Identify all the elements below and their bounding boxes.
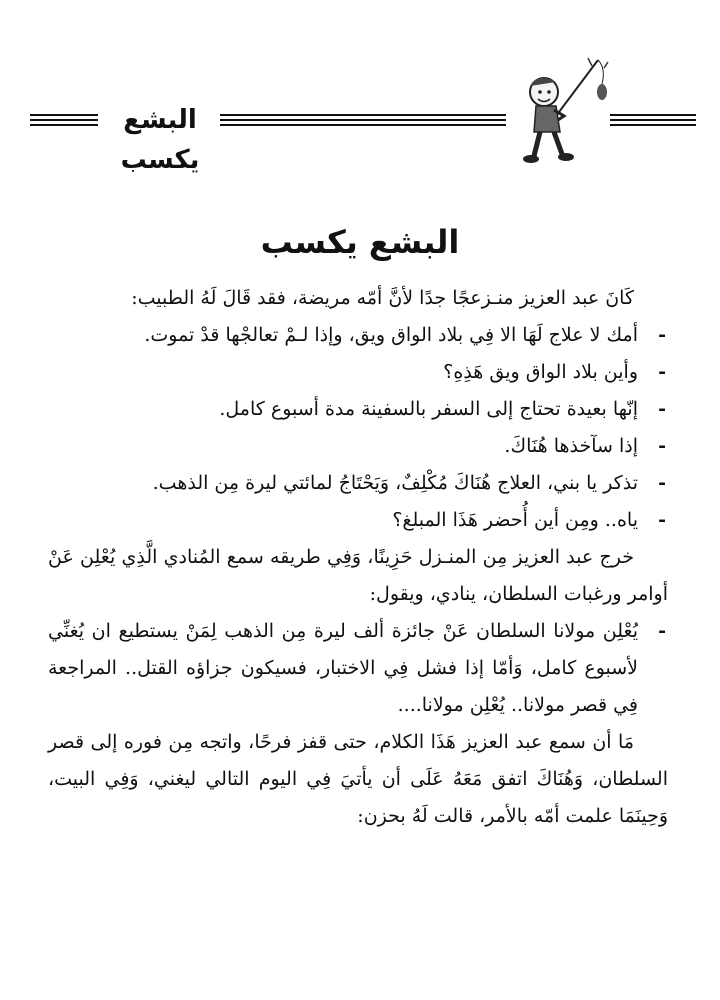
- dialogue-line-7: [48, 613, 668, 724]
- dialogue-dash: -: [658, 324, 666, 346]
- header-rule-left: [30, 114, 98, 126]
- dialogue-line-6: [48, 502, 668, 539]
- dialogue-line-5: [48, 465, 668, 502]
- paragraph-1: كَانَ عبد العزيز منـزعجًا جدًا لأنَّ أمّه مريضة، فقد قَالَ لَهُ الطبيب:: [131, 287, 634, 309]
- dialogue-text: ياه.. ومِن أين أُحضر هَذَا المبلغ؟: [392, 509, 638, 531]
- header-title: البشع يكسب: [120, 105, 200, 175]
- dialogue-dash: -: [658, 398, 666, 420]
- header-rule-middle: [220, 114, 506, 126]
- dialogue-text: وأين بلاد الواق ويق هَذِهِ؟: [443, 361, 638, 383]
- story-body: [48, 280, 668, 835]
- dialogue-text: يُعْلِن مولانا السلطان عَنْ جائزة ألف ليرة مِن الذهب لِمَنْ يستطيع ان يُغنِّي لأسبوع كامل، وَأمّا إذا فشل فِي الاختبار، فسيكون جزاؤه القتل.. المراجعة فِي قصر مولانا.. يُعْلِن مولانا....: [48, 620, 638, 716]
- dialogue-line-1: [48, 317, 668, 354]
- dialogue-text: أمك لا علاج لَهَا الا فِي بلاد الواق ويق، وإذا لـمْ تعالجْها قدْ تموت.: [144, 324, 638, 346]
- dialogue-dash: -: [658, 435, 666, 457]
- boy-with-fishing-rod-icon: [516, 54, 612, 166]
- dialogue-text: تذكر يا بني، العلاج هُنَاكَ مُكْلِفٌ، وَيَحْتَاجُ لمائتي ليرة مِن الذهب.: [152, 472, 638, 494]
- dialogue-dash: -: [658, 472, 666, 494]
- dialogue-dash: -: [658, 361, 666, 383]
- paragraph-2: خرج عبد العزيز مِن المنـزل حَزِينًا، وَفِي طريقه سمع المُنادي الَّذِي يُعْلِن عَنْ أوامر ورغبات السلطان، ينادي، ويقول:: [48, 546, 668, 605]
- dialogue-line-4: [48, 428, 668, 465]
- dialogue-text: إنّها بعيدة تحتاج إلى السفر بالسفينة مدة أسبوع كامل.: [219, 398, 638, 420]
- story-title: البشع يكسب: [260, 223, 460, 261]
- dialogue-text: إذا سآخذها هُنَاكَ.: [504, 435, 638, 457]
- dialogue-line-3: [48, 391, 668, 428]
- dialogue-line-2: [48, 354, 668, 391]
- dialogue-dash: -: [658, 620, 666, 642]
- dialogue-dash: -: [658, 509, 666, 531]
- header-rule-right: [610, 114, 696, 126]
- page-header: [30, 78, 696, 175]
- paragraph-3: مَا أن سمع عبد العزيز هَذَا الكلام، حتى قفز فرحًا، واتجه مِن فوره إلى قصر السلطان، وَهُنَاكَ اتفق مَعَهُ عَلَى أن يأتيَ فِي اليوم التالي ليغني، وَفِي البيت، وَحِينَمَا علمت أمّه بالأمر، قالت لَهُ بحزن:: [48, 731, 668, 827]
